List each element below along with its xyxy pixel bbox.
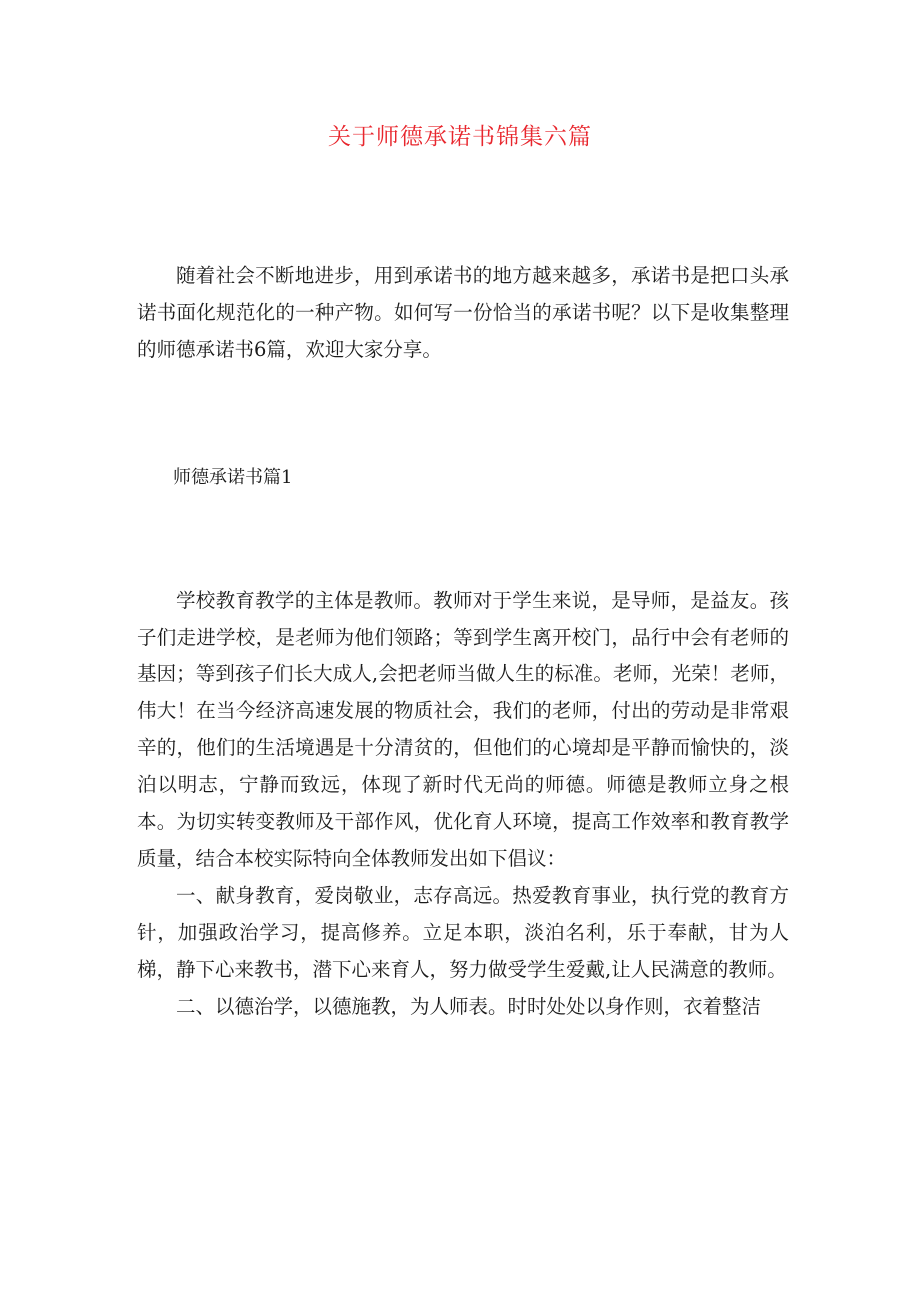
body-paragraph-3: 二、以德治学，以德施教，为人师表。时时处处以身作则，衣着整洁 [176,994,762,1018]
spacer [137,369,789,460]
document-body [137,258,789,1026]
body-paragraph-1: 学校教育教学的主体是教师。教师对于学生来说，是导师，是益友。孩子们走进学校，是老师为他们领路；等到学生离开校门，品行中会有老师的基因；等到孩子们长大成人,会把老师当做人生的标准。老师，光荣！老师，伟大！在当今经济高速发展的物质社会，我们的老师，付出的劳动是非常艰辛的，他们的生活境遇是十分清贫的，但他们的心境却是平静而愉快的，淡泊以明志，宁静而致远，体现了新时代无尚的师德。师德是教师立身之根本。为切实转变教师及干部作风，优化育人环境，提高工作效率和教育教学质量，结合本校实际特向全体教师发出如下倡议： [137,588,789,870]
section-heading: 师德承诺书篇1 [173,466,293,488]
intro-paragraph: 随着社会不断地进步，用到承诺书的地方越来越多，承诺书是把口头承诺书面化规范化的一种产物。如何写一份恰当的承诺书呢？以下是收集整理的师德承诺书6篇，欢迎大家分享。 [137,264,789,361]
document-title: 关于师德承诺书锦集六篇 [328,124,592,150]
spacer [137,497,789,583]
body-paragraph-2: 一、献身教育，爱岗敬业，志存高远。热爱教育事业，执行党的教育方针，加强政治学习，提高修养。立足本职，淡泊名利，乐于奉献，甘为人梯，静下心来教书，潜下心来育人，努力做受学生爱戴,让人民满意的教师。 [137,883,789,981]
